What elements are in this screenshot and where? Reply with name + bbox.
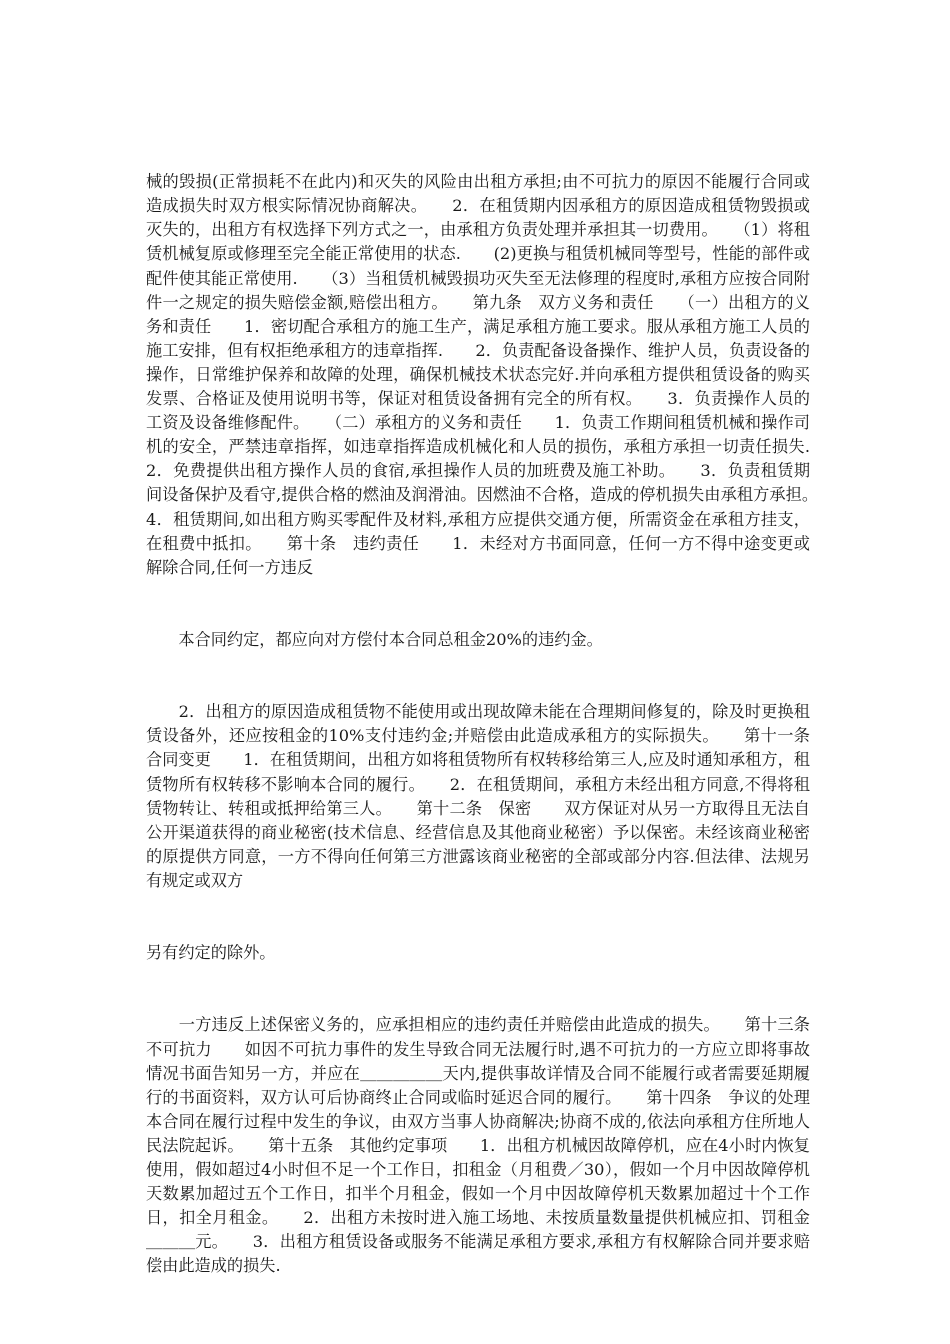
paragraph-1: 械的毁损(正常损耗不在此内)和灭失的风险由出租方承担;由不可抗力的原因不能履行合同或造成损失时双方根实际情况协商解决。 2．在租赁期内因承租方的原因造成租赁物毁损或灭失的，出租方有权选择下列方式之一，由承租方负责处理并承担其一切费用。 （1）将租赁机械复原或修理至完全能正常使用的状态. (2)更换与租赁机械同等型号，性能的部件或配件使其能正常使用. （3）当租赁机械毁损功灭失至无法修理的程度时,承租方应按合同附件一之规定的损失赔偿金额,赔偿出租方。 第九条 双方义务和责任 （一）出租方的义务和责任 1．密切配合承租方的施工生产，满足承租方施工要求。服从承租方施工人员的施工安排，但有权拒绝承租方的违章指挥. 2．负责配备设备操作、维护人员，负责设备的操作，日常维护保养和故障的处理，确保机械技术状态完好.并向承租方提供租赁设备的购买发票、合格证及使用说明书等，保证对租赁设备拥有完全的所有权。 3．负责操作人员的工资及设备维修配件。 （二）承租方的义务和责任 1．负责工作期间租赁机械和操作司机的安全，严禁违章指挥，如违章指挥造成机械化和人员的损伤，承租方承担一切责任损失. 2．免费提供出租方操作人员的食宿,承担操作人员的加班费及施工补助。 3．负责租赁期间设备保护及看守,提供合格的燃油及润滑油。因燃油不合格，造成的停机损失由承租方承担。 4．租赁期间,如出租方购买零配件及材料,承租方应提供交通方便，所需资金在承租方挂支，在租费中抵扣。 第十条 违约责任 1．未经对方书面同意，任何一方不得中途变更或解除合同,任何一方违反 bbox=[146, 172, 843, 577]
paragraph-4: 另有约定的除外。 bbox=[146, 943, 276, 963]
document-body bbox=[146, 122, 843, 1303]
paragraph-5: 一方违反上述保密义务的，应承担相应的违约责任并赔偿由此造成的损失。 第十三条 不可抗力 如因不可抗力事件的发生导致合同无法履行时,遇不可抗力的一方应立即将事故情况书面告知另一方，并应在＿＿＿＿＿天内,提供事故详情及合同不能履行或者需要延期履行的书面资料，双方认可后协商终止合同或临时延迟合同的履行。 第十四条 争议的处理 本合同在履行过程中发生的争议，由双方当事人协商解决;协商不成的,依法向承租方住所地人民法院起诉。 第十五条 其他约定事项 1．出租方机械因故障停机，应在4小时内恢复使用，假如超过4小时但不足一个工作日，扣租金（月租费／30），假如一个月中因故障停机天数累加超过五个工作日，扣半个月租金，假如一个月中因故障停机天数累加超过十个工作日，扣全月租金。 2．出租方未按时进入施工场地、未按质量数量提供机械应扣、罚租金＿＿＿元。 3．出租方租赁设备或服务不能满足承租方要求,承租方有权解除合同并要求赔偿由此造成的损失. bbox=[146, 1015, 843, 1276]
paragraph-2: 本合同约定，都应向对方偿付本合同总租金20%的违约金。 bbox=[146, 629, 603, 649]
paragraph-3: 2．出租方的原因造成租赁物不能使用或出现故障未能在合理期间修复的，除及时更换租赁设备外，还应按租金的10%支付违约金;并赔偿由此造成承租方的实际损失。 第十一条 合同变更 1．在租赁期间，出租方如将租赁物所有权转移给第三人,应及时通知承租方，租赁物所有权转移不影响本合同的履行。 2．在租赁期间，承租方未经出租方同意,不得将租赁物转让、转租或抵押给第三人。 第十二条 保密 双方保证对从另一方取得且无法自公开渠道获得的商业秘密(技术信息、经营信息及其他商业秘密）予以保密。未经该商业秘密的原提供方同意，一方不得向任何第三方泄露该商业秘密的全部或部分内容.但法律、法规另有规定或双方 bbox=[146, 702, 827, 890]
